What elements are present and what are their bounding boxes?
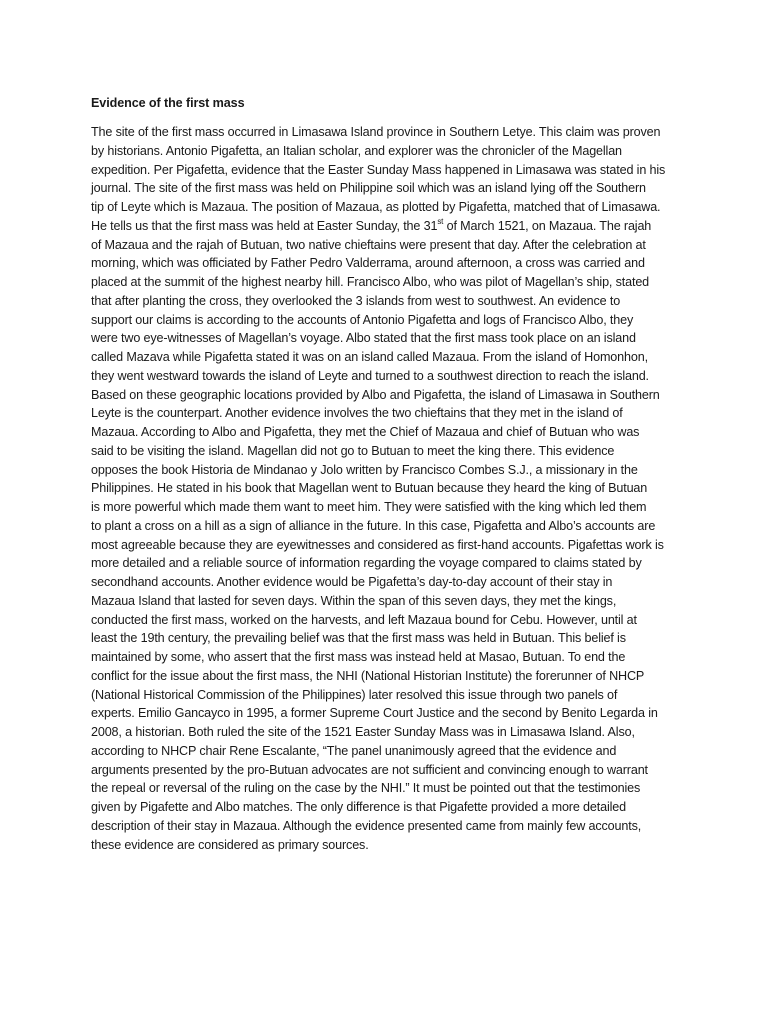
body-line: called Mazava while Pigafetta stated it was on an island called Mazaua. From the island of Homonhon, — [91, 350, 648, 364]
body-line: to plant a cross on a hill as a sign of alliance in the future. In this case, Pigafetta and Albo’s accounts are — [91, 518, 656, 533]
body-line: maintained by some, who assert that the first mass was instead held at Masao, Butuan. To end the — [91, 650, 626, 664]
body-line: opposes the book Historia de Mindanao y Jolo written by Francisco Combes S.J., a missionary in the — [91, 462, 638, 477]
body-line: The site of the first mass occurred in Limasawa Island province in Southern Letye. This claim was proven — [91, 125, 661, 139]
body-line: arguments presented by the pro-Butuan advocates are not sufficient and convincing enough to warrant — [91, 762, 648, 777]
body-line: is more powerful which made them want to meet him. They were satisfied with the king which led them — [91, 500, 647, 514]
body-line: Mazaua Island that lasted for seven days. Within the span of this seven days, they met the kings, — [91, 593, 617, 608]
body-line: by historians. Antonio Pigafetta, an Italian scholar, and explorer was the chronicler of the Magellan — [91, 143, 622, 158]
body-line: more detailed and a reliable source of information regarding the voyage compared to claims stated by — [91, 556, 642, 571]
body-line: were two eye-witnesses of Magellan’s voyage. Albo stated that the first mass took place on an island — [91, 331, 636, 346]
body-line: they went westward towards the island of Leyte and turned to a southwest direction to reach the island. — [91, 368, 649, 383]
body-line: Philippines. He stated in his book that Magellan went to Butuan because they heard the king of Butuan — [91, 481, 648, 496]
body-line: support our claims is according to the accounts of Antonio Pigafetta and logs of Francisco Albo, they — [91, 312, 634, 327]
body-line: morning, which was officiated by Father Pedro Valderrama, around afternoon, a cross was carried and — [91, 256, 645, 271]
body-line: placed at the summit of the highest nearby hill. Francisco Albo, who was pilot of Magellan’s ship, stated — [91, 275, 650, 289]
body-line: said to be visiting the island. Magellan did not go to Butuan to meet the king there. This evidence — [91, 443, 615, 458]
document-content — [91, 95, 688, 854]
body-line: that after planting the cross, they overlooked the 3 islands from west to southwest. An evidence to — [91, 293, 621, 308]
body-line: conducted the first mass, worked on the harvests, and left Mazaua bound for Cebu. However, until at — [91, 612, 637, 627]
ordinal-superscript: st — [437, 216, 444, 226]
body-line: of Mazaua and the rajah of Butuan, two native chieftains were present that day. After the celebration at — [91, 237, 646, 252]
body-line: Based on these geographic locations provided by Albo and Pigafetta, the island of Limasawa in Southern — [91, 387, 660, 402]
document-body — [91, 123, 688, 854]
body-line-head: He tells us that the first mass was held at Easter Sunday, the 31 — [91, 218, 438, 233]
document-title: Evidence of the first mass — [91, 96, 245, 110]
body-line: secondhand accounts. Another evidence would be Pigafetta’s day-to-day account of their stay in — [91, 575, 613, 589]
body-line: these evidence are considered as primary sources. — [91, 837, 369, 852]
body-line: 2008, a historian. Both ruled the site of the 1521 Easter Sunday Mass was in Limasawa Island. Also, — [91, 725, 635, 739]
body-line: most agreeable because they are eyewitnesses and considered as first-hand accounts. Pigafettas work is — [91, 537, 664, 552]
body-line-with-superscript — [91, 217, 688, 236]
body-line: (National Historical Commission of the Philippines) later resolved this issue through two panels of — [91, 687, 618, 702]
body-line: Mazaua. According to Albo and Pigafetta, they met the Chief of Mazaua and chief of Butuan who was — [91, 425, 640, 439]
body-line: according to NHCP chair Rene Escalante, “The panel unanimously agreed that the evidence and — [91, 743, 617, 758]
body-line: description of their stay in Mazaua. Although the evidence presented came from mainly few accounts, — [91, 818, 642, 833]
body-line: expedition. Per Pigafetta, evidence that the Easter Sunday Mass happened in Limasawa was stated in his — [91, 162, 666, 177]
body-line: Leyte is the counterpart. Another evidence involves the two chieftains that they met in the island of — [91, 406, 623, 421]
body-line: the repeal or reversal of the ruling on the case by the NHI.” It must be pointed out that the testimonies — [91, 781, 641, 796]
body-line: conflict for the issue about the first mass, the NHI (National Historian Institute) the forerunner of NHCP — [91, 668, 645, 683]
body-line: tip of Leyte which is Mazaua. The position of Mazaua, as plotted by Pigafetta, matched that of Limasawa. — [91, 200, 661, 214]
body-line: given by Pigafette and Albo matches. The only difference is that Pigafette provided a more detailed — [91, 800, 626, 814]
body-line: least the 19th century, the prevailing belief was that the first mass was held in Butuan. This belief is — [91, 631, 626, 646]
body-line-tail: of March 1521, on Mazaua. The rajah — [443, 218, 652, 233]
body-line: journal. The site of the first mass was held on Philippine soil which was an island lying off the Southern — [91, 181, 646, 196]
body-line: experts. Emilio Gancayco in 1995, a former Supreme Court Justice and the second by Benito Legarda in — [91, 706, 658, 721]
